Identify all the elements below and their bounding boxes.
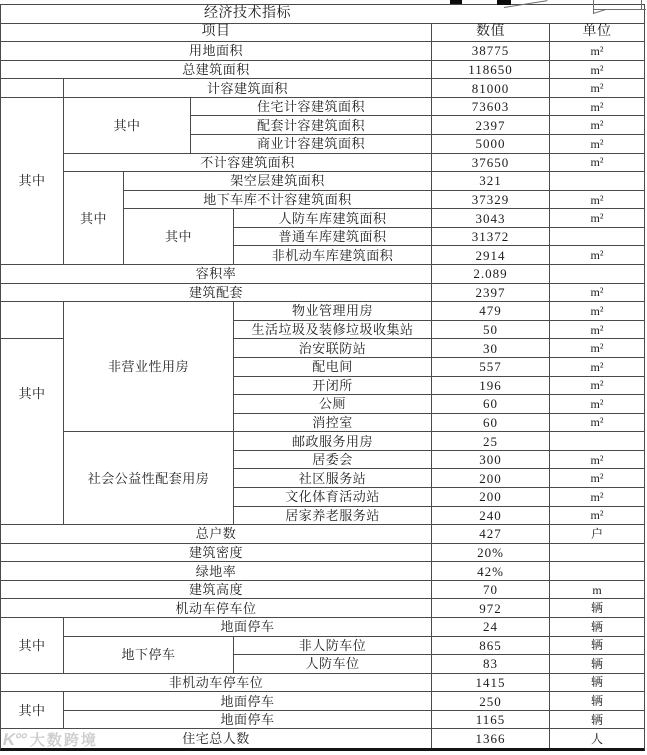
cell-unit: m² — [550, 79, 644, 98]
cell-item: 住宅计容建筑面积 — [191, 98, 432, 117]
cell-unit — [550, 228, 644, 247]
cell-unit: 辆 — [550, 674, 644, 693]
cell-value: 81000 — [432, 79, 550, 98]
cell-unit: m² — [550, 135, 644, 154]
cell-item: 地下车库不计容建筑面积 — [124, 191, 432, 210]
stray-ink-blob — [450, 0, 462, 4]
cell-item: 地面停车 — [64, 711, 432, 730]
cell-unit: m² — [550, 451, 644, 470]
cell-value: 60 — [432, 414, 550, 433]
cell-item: 公厕 — [234, 395, 432, 414]
cell-qizhong: 其中 — [64, 98, 191, 154]
cell-item: 治安联防站 — [234, 339, 432, 358]
cell-unit — [550, 562, 644, 581]
cell-item: 建筑密度 — [1, 544, 432, 563]
cell-value: 2397 — [432, 116, 550, 135]
cell-value: 200 — [432, 488, 550, 507]
cell-item: 居家养老服务站 — [234, 507, 432, 526]
cell-unit: 辆 — [550, 692, 644, 711]
cell-value: 73603 — [432, 98, 550, 117]
cell-unit: m² — [550, 358, 644, 377]
cell-unit: 辆 — [550, 599, 644, 618]
header-unit: 单位 — [550, 24, 644, 43]
cell-value: 196 — [432, 377, 550, 396]
cell-item: 普通车库建筑面积 — [234, 228, 432, 247]
cell-unit: m² — [550, 246, 644, 265]
cell-unit — [550, 172, 644, 191]
cell-value: 240 — [432, 507, 550, 526]
cell-empty — [1, 302, 64, 339]
cell-value: 557 — [432, 358, 550, 377]
cell-unit — [550, 544, 644, 563]
cell-empty — [1, 79, 64, 98]
cell-unit: m² — [550, 209, 644, 228]
header-item: 项目 — [1, 24, 432, 43]
cell-unit — [550, 432, 644, 451]
cell-item: 配套计容建筑面积 — [191, 116, 432, 135]
cell-value: 200 — [432, 469, 550, 488]
cell-unit: m² — [550, 302, 644, 321]
cell-item: 地面停车 — [64, 618, 432, 637]
cell-value: 2914 — [432, 246, 550, 265]
cell-qizhong: 其中 — [1, 98, 64, 265]
indicator-table — [0, 4, 645, 751]
cell-value: 479 — [432, 302, 550, 321]
cell-qizhong: 其中 — [124, 209, 234, 265]
cell-value: 865 — [432, 637, 550, 656]
stray-dimension-vline — [641, 0, 642, 9]
cell-unit: 辆 — [550, 618, 644, 637]
cell-item: 邮政服务用房 — [234, 432, 432, 451]
cell-value: 37650 — [432, 154, 550, 173]
cell-value: 50 — [432, 321, 550, 340]
cell-item: 用地面积 — [1, 42, 432, 61]
cell-item: 非机动车库建筑面积 — [234, 246, 432, 265]
cell-value: 250 — [432, 692, 550, 711]
cell-item: 不计容建筑面积 — [64, 154, 432, 173]
cell-item: 机动车停车位 — [1, 599, 432, 618]
cell-value: 20% — [432, 544, 550, 563]
cell-unit: 辆 — [550, 655, 644, 674]
cell-unit: m² — [550, 339, 644, 358]
cell-unit: m² — [550, 42, 644, 61]
cell-unit: m² — [550, 116, 644, 135]
watermark-text: 大数跨境 — [29, 732, 98, 749]
cell-unit: m² — [550, 154, 644, 173]
cell-unit: m² — [550, 377, 644, 396]
cell-item: 文化体育活动站 — [234, 488, 432, 507]
cell-item: 生活垃圾及装修垃圾收集站 — [234, 321, 432, 340]
cell-item: 人防车位 — [234, 655, 432, 674]
cell-value: 83 — [432, 655, 550, 674]
cell-unit: m² — [550, 191, 644, 210]
cell-unit: 户 — [550, 525, 644, 544]
cell-item: 商业计容建筑面积 — [191, 135, 432, 154]
cell-item: 非机动车停车位 — [1, 674, 432, 693]
cell-item: 计容建筑面积 — [64, 79, 432, 98]
cell-group-label: 非营业性用房 — [64, 302, 234, 432]
cell-value: 300 — [432, 451, 550, 470]
cell-item: 社区服务站 — [234, 469, 432, 488]
cell-item: 地面停车 — [64, 692, 432, 711]
stray-ink-blob — [497, 0, 511, 5]
cell-unit: 人 — [590, 731, 603, 746]
cell-item: 住宅总人数 — [1, 729, 432, 748]
cell-value: 42% — [432, 562, 550, 581]
cell-value: 2397 — [432, 284, 550, 303]
cell-unit — [550, 265, 644, 284]
cell-value: 972 — [432, 599, 550, 618]
cell-item: 架空层建筑面积 — [124, 172, 432, 191]
cell-unit: m² — [550, 469, 644, 488]
cell-value: 31372 — [432, 228, 550, 247]
cell-item: 非人防车位 — [234, 637, 432, 656]
cell-value: 3043 — [432, 209, 550, 228]
cell-qizhong: 其中 — [1, 692, 64, 729]
cell-value: 1415 — [432, 674, 550, 693]
cell-item: 居委会 — [234, 451, 432, 470]
cell-value: 38775 — [432, 42, 550, 61]
cell-unit: 辆 — [550, 711, 644, 730]
cell-unit: m² — [550, 284, 644, 303]
cell-value: 118650 — [432, 61, 550, 80]
cell-unit: m² — [550, 98, 644, 117]
watermark-logo-icon: K°° — [1, 729, 29, 749]
cell-group-label: 地下停车 — [64, 637, 234, 674]
cell-unit: 辆 — [550, 637, 644, 656]
cell-value: 5000 — [432, 135, 550, 154]
cell-item: 人防车库建筑面积 — [234, 209, 432, 228]
title-cell: 经济技术指标 — [1, 5, 644, 24]
cell-value: 60 — [432, 395, 550, 414]
cell-item: 绿地率 — [1, 562, 432, 581]
cell-value: 427 — [432, 525, 550, 544]
cell-item: 总建筑面积 — [1, 61, 432, 80]
cell-value: 37329 — [432, 191, 550, 210]
cell-item: 建筑高度 — [1, 581, 432, 600]
cell-item: 物业管理用房 — [234, 302, 432, 321]
cell-value: 2.089 — [432, 265, 550, 284]
cell-value: 24 — [432, 618, 550, 637]
cell-qizhong: 其中 — [1, 618, 64, 674]
cell-group-label: 社会公益性配套用房 — [64, 432, 234, 525]
cell-value: 1366 — [432, 729, 550, 748]
cell-unit: m² — [550, 488, 644, 507]
cell-unit: m² — [550, 507, 644, 526]
header-value: 数值 — [432, 24, 550, 43]
watermark — [3, 729, 98, 750]
cell-unit: m² — [550, 61, 644, 80]
cell-value: 70 — [432, 581, 550, 600]
cell-value: 1165 — [432, 711, 550, 730]
cell-value: 25 — [432, 432, 550, 451]
cell-item: 建筑配套 — [1, 284, 432, 303]
cell-unit: m² — [550, 321, 644, 340]
cell-qizhong: 其中 — [64, 172, 124, 265]
cell-unit: m² — [550, 395, 644, 414]
cell-item: 消控室 — [234, 414, 432, 433]
cell-unit: m — [550, 581, 644, 600]
cell-value: 321 — [432, 172, 550, 191]
cell-item: 总户数 — [1, 525, 432, 544]
cell-item: 配电间 — [234, 358, 432, 377]
cell-unit: m² — [550, 414, 644, 433]
cell-item: 开闭所 — [234, 377, 432, 396]
cell-qizhong: 其中 — [1, 339, 64, 525]
cell-item: 容积率 — [1, 265, 432, 284]
cell-value: 30 — [432, 339, 550, 358]
